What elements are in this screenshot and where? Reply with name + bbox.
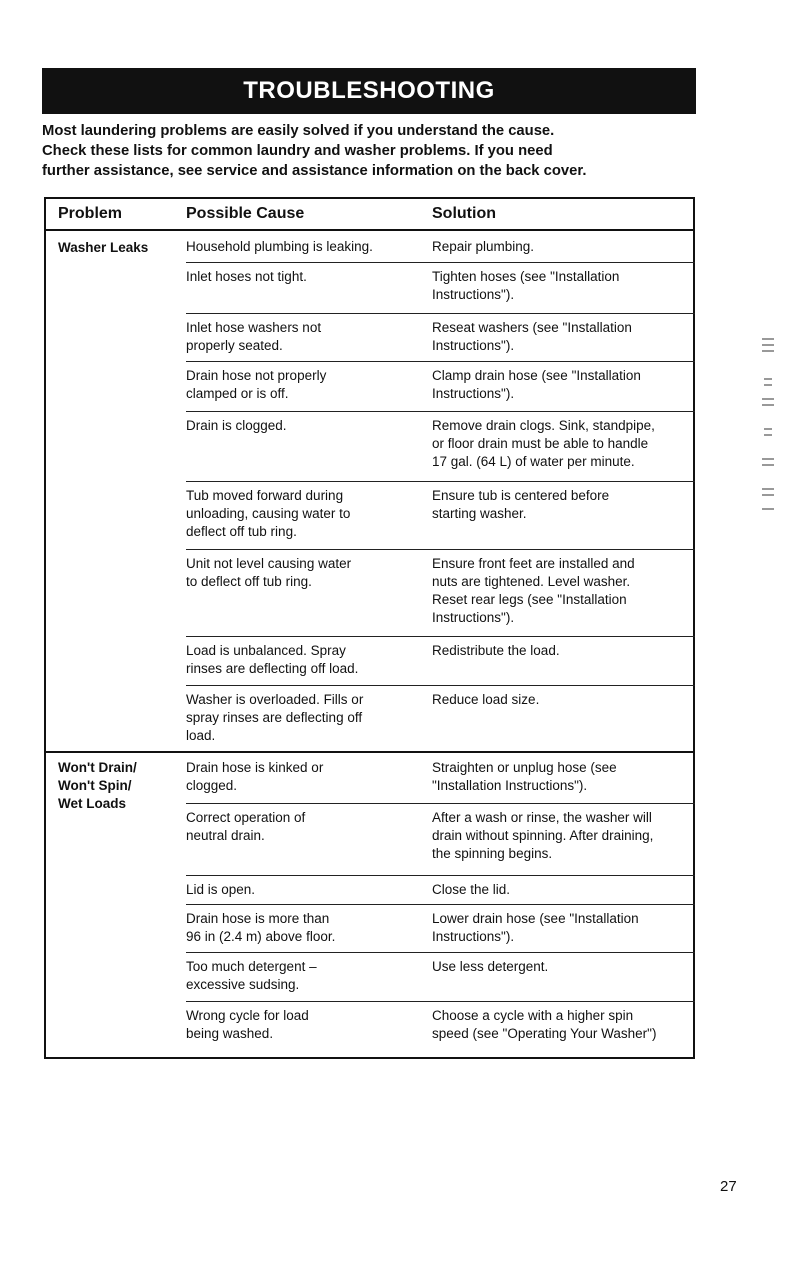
solution-cell: Close the lid.: [432, 882, 511, 897]
problem-wont-drain: Won't Drain/ Won't Spin/ Wet Loads: [58, 760, 137, 811]
page-title: TROUBLESHOOTING: [42, 68, 696, 114]
solution-cell: Reseat washers (see "Installation Instructions").: [432, 320, 632, 353]
row-divider: [186, 481, 695, 482]
solution-cell: Straighten or unplug hose (see "Installation Instructions").: [432, 760, 617, 793]
row-divider: [186, 262, 695, 263]
row-divider: [186, 411, 695, 412]
cause-cell: Drain hose is more than 96 in (2.4 m) above floor.: [186, 911, 336, 944]
row-divider: [186, 685, 695, 686]
solution-cell: Use less detergent.: [432, 959, 549, 974]
row-divider: [186, 313, 695, 314]
solution-cell: Ensure front feet are installed and nuts are tightened. Level washer. Reset rear legs (see "Installation Instructions").: [432, 556, 635, 625]
row-divider: [186, 361, 695, 362]
row-divider: [186, 803, 695, 804]
solution-cell: Redistribute the load.: [432, 643, 560, 658]
page-number: 27: [720, 1178, 737, 1195]
cause-cell: Washer is overloaded. Fills or spray rinses are deflecting off load.: [186, 692, 364, 743]
solution-cell: After a wash or rinse, the washer will drain without spinning. After draining, the spinning begins.: [432, 810, 654, 861]
row-divider: [186, 549, 695, 550]
problem-washer-leaks: Washer Leaks: [58, 240, 149, 255]
cause-cell: Drain hose is kinked or clogged.: [186, 760, 324, 793]
row-divider: [186, 1001, 695, 1002]
cause-cell: Too much detergent – excessive sudsing.: [186, 959, 317, 992]
solution-cell: Tighten hoses (see "Installation Instructions").: [432, 269, 620, 302]
table-header-row: [46, 199, 693, 231]
row-divider: [186, 904, 695, 905]
cause-cell: Household plumbing is leaking.: [186, 239, 373, 254]
solution-cell: Reduce load size.: [432, 692, 540, 707]
solution-cell: Ensure tub is centered before starting washer.: [432, 488, 610, 521]
row-divider: [186, 875, 695, 876]
row-divider: [186, 952, 695, 953]
cause-cell: Load is unbalanced. Spray rinses are deflecting off load.: [186, 643, 359, 676]
row-divider: [186, 636, 695, 637]
solution-cell: Remove drain clogs. Sink, standpipe, or floor drain must be able to handle 17 gal. (64 L) of water per minute.: [432, 418, 655, 469]
solution-cell: Clamp drain hose (see "Installation Instructions").: [432, 368, 641, 401]
header-possible-cause: Possible Cause: [186, 205, 305, 222]
cause-cell: Drain is clogged.: [186, 418, 287, 433]
cause-cell: Inlet hose washers not properly seated.: [186, 320, 322, 353]
cause-cell: Drain hose not properly clamped or is off.: [186, 368, 327, 401]
header-solution: Solution: [432, 205, 496, 222]
group-divider: [46, 751, 693, 753]
cause-cell: Tub moved forward during unloading, causing water to deflect off tub ring.: [186, 488, 351, 539]
header-problem: Problem: [58, 205, 123, 222]
cause-cell: Wrong cycle for load being washed.: [186, 1008, 309, 1041]
solution-cell: Lower drain hose (see "Installation Instructions").: [432, 911, 639, 944]
cause-cell: Inlet hoses not tight.: [186, 269, 307, 284]
intro-paragraph: Most laundering problems are easily solved if you understand the cause. Check these lists for common laundry and washer problems. If you need further assistance, see service and assistance information on the back cover.: [42, 123, 587, 179]
troubleshooting-table: [44, 197, 695, 1059]
cause-cell: Lid is open.: [186, 882, 256, 897]
cause-cell: Unit not level causing water to deflect off tub ring.: [186, 556, 352, 589]
solution-cell: Choose a cycle with a higher spin speed (see "Operating Your Washer"): [432, 1008, 657, 1041]
solution-cell: Repair plumbing.: [432, 239, 535, 254]
side-tab-mark: [760, 338, 776, 518]
cause-cell: Correct operation of neutral drain.: [186, 810, 306, 843]
